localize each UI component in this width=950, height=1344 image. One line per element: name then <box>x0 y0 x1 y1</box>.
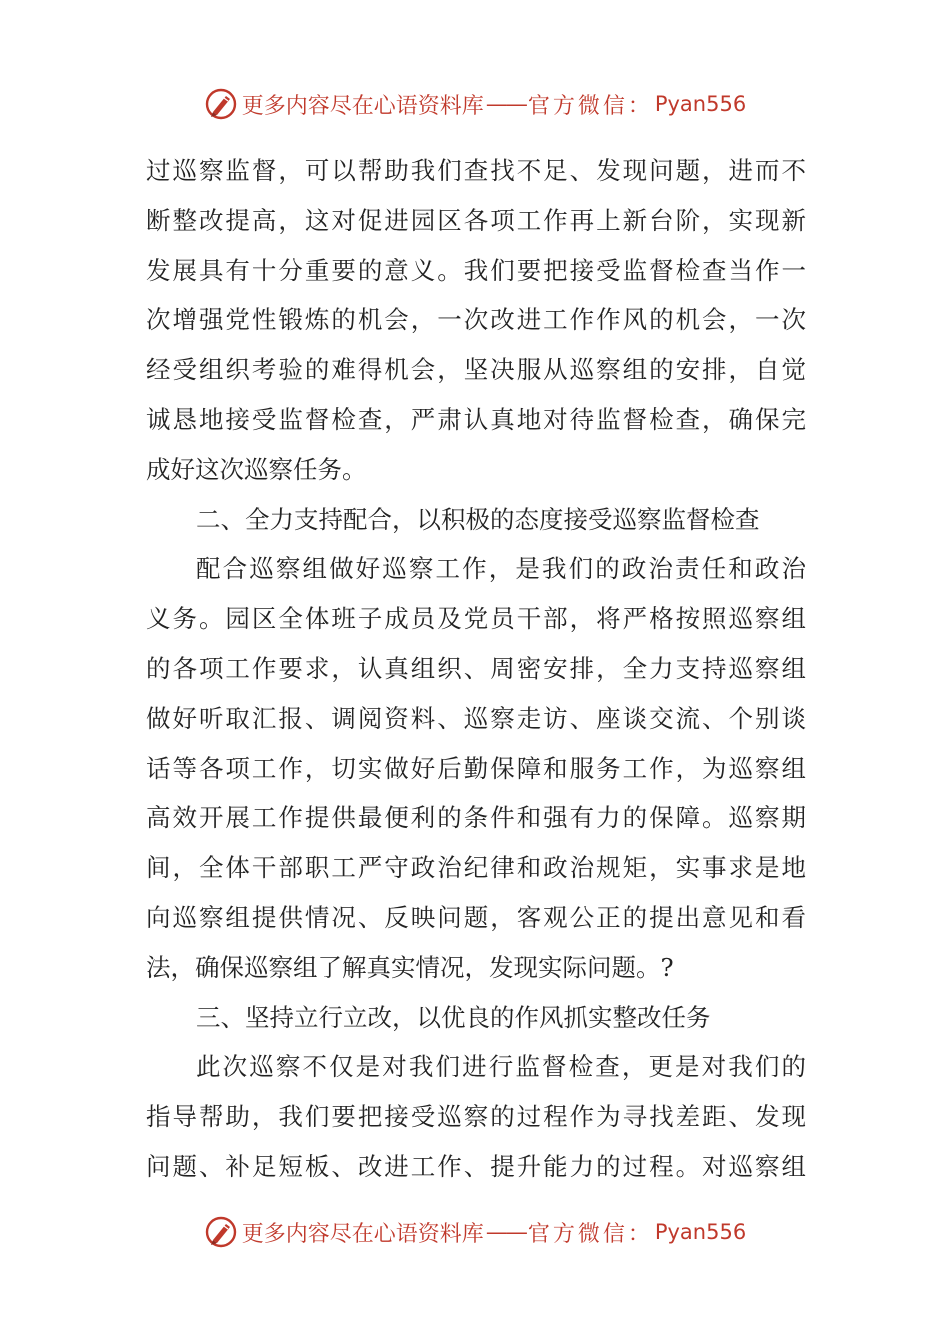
text-line: 成好这次巡察任务。 <box>146 454 367 484</box>
text-line: 发展具有十分重要的意义。我们要把接受监督检查当作一 <box>146 255 806 285</box>
text-line: 法，确保巡察组了解真实情况，发现实际问题。? <box>146 952 674 982</box>
watermark-separator: —— <box>485 91 526 117</box>
watermark-label: 官方微信： <box>527 1221 653 1247</box>
watermark-separator: —— <box>485 1219 526 1245</box>
text-line: 经受组织考验的难得机会，坚决服从巡察组的安排，自觉 <box>146 355 806 385</box>
text-line: 向巡察组提供情况、反映问题，客观公正的提出意见和看 <box>146 902 806 932</box>
section-heading: 二、全力支持配合，以积极的态度接受巡察监督检查 <box>196 504 760 534</box>
footer-watermark <box>0 1212 950 1252</box>
watermark-brand: 更多内容尽在心语资料库 <box>241 1221 484 1247</box>
text-line: 义务。园区全体班子成员及党员干部，将严格按照巡察组 <box>146 604 806 634</box>
text-line: 断整改提高，这对促进园区各项工作再上新台阶，实现新 <box>146 205 806 235</box>
text-line: 的各项工作要求，认真组织、周密安排，全力支持巡察组 <box>146 653 806 683</box>
text-line: 话等各项工作，切实做好后勤保障和服务工作，为巡察组 <box>146 753 806 783</box>
text-line: 诚恳地接受监督检查，严肃认真地对待监督检查，确保完 <box>146 404 806 434</box>
watermark-brand: 更多内容尽在心语资料库 <box>241 93 484 119</box>
section-heading: 三、坚持立行立改，以优良的作风抓实整改任务 <box>196 1002 711 1032</box>
text-line: 此次巡察不仅是对我们进行监督检查，更是对我们的 <box>196 1052 806 1082</box>
text-line: 高效开展工作提供最便利的条件和强有力的保障。巡察期 <box>146 803 806 833</box>
text-line: 次增强党性锻炼的机会，一次改进工作作风的机会，一次 <box>146 305 806 335</box>
text-line: 过巡察监督，可以帮助我们查找不足、发现问题，进而不 <box>146 156 806 185</box>
pen-logo-icon <box>204 87 238 121</box>
text-line: 问题、补足短板、改进工作、提升能力的过程。对巡察组 <box>146 1151 806 1181</box>
watermark-account: Pyan556 <box>654 1220 747 1244</box>
watermark-account: Pyan556 <box>654 92 747 116</box>
text-line: 间，全体干部职工严守政治纪律和政治规矩，实事求是地 <box>146 853 806 883</box>
text-line: 做好听取汇报、调阅资料、巡察走访、座谈交流、个别谈 <box>146 703 806 733</box>
text-line: 配合巡察组做好巡察工作，是我们的政治责任和政治 <box>196 554 806 584</box>
watermark-label: 官方微信： <box>527 93 653 119</box>
header-watermark <box>0 84 950 124</box>
text-line: 指导帮助，我们要把接受巡察的过程作为寻找差距、发现 <box>146 1102 806 1132</box>
document-body <box>146 146 806 1192</box>
pen-logo-icon <box>204 1215 238 1249</box>
